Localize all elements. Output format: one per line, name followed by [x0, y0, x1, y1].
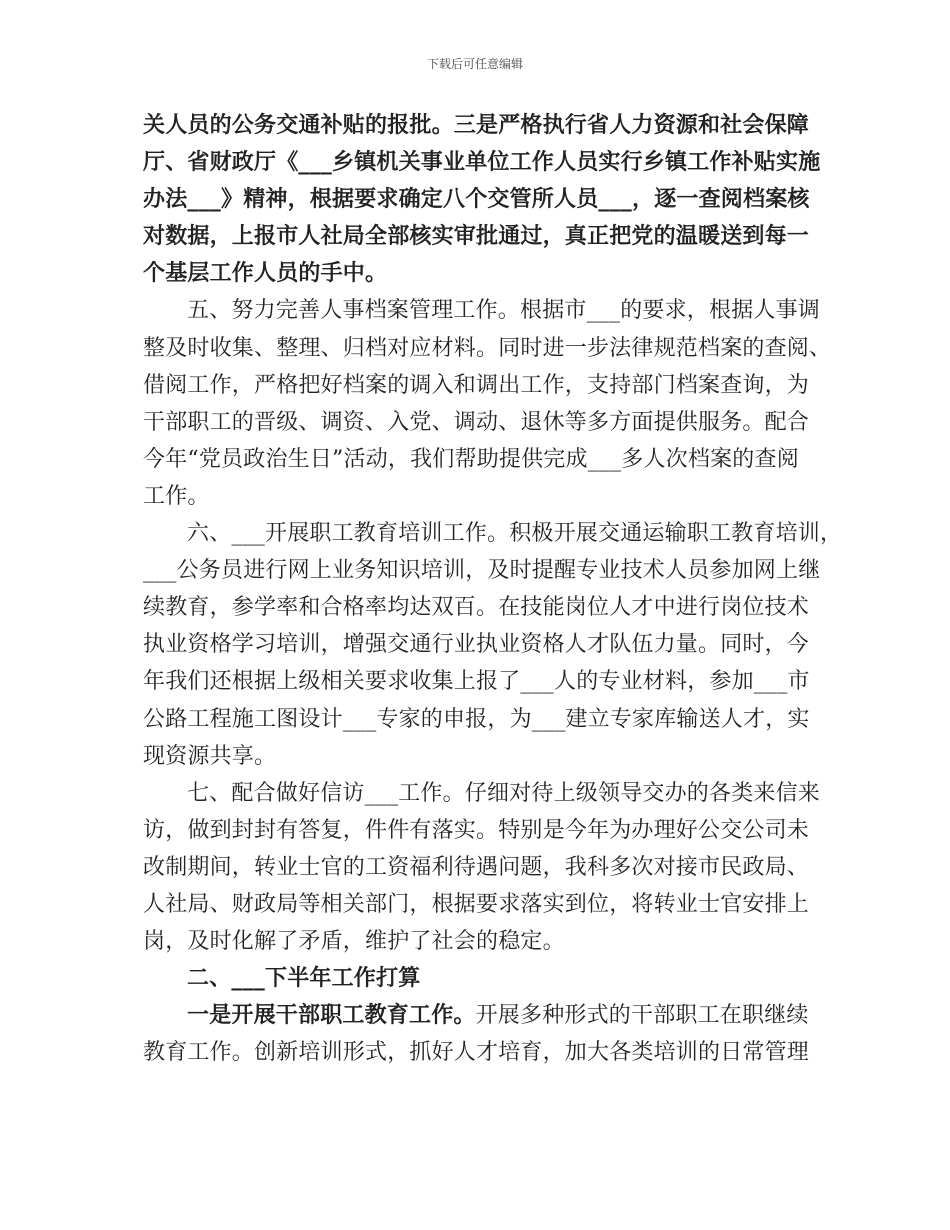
text-line: 访，做到封封有答复，件件有落实。特别是今年为办理好公交公司未	[143, 817, 810, 843]
text-line: 二、___下半年工作打算	[187, 966, 421, 992]
text-line: 个基层工作人员的手中。	[143, 261, 388, 287]
text-line: 执业资格学习培训，增强交通行业执业资格人才队伍力量。同时，今	[143, 632, 810, 658]
bold-lead-phrase: 一是开展干部职工教育工作。	[187, 1003, 476, 1029]
text-line: 对数据，上报市人社局全部核实审批通过，真正把党的温暖送到每一	[143, 224, 810, 250]
text-line: 续教育，参学率和合格率均达双百。在技能岗位人才中进行岗位技术	[143, 595, 810, 621]
text-line: ___公务员进行网上业务知识培训，及时提醒专业技术人员参加网上继	[143, 558, 821, 584]
text-line: 干部职工的晋级、调资、入党、调动、退休等多方面提供服务。配合	[143, 409, 810, 435]
header-note: 下载后可任意编辑	[426, 57, 523, 71]
text-line: 七、配合做好信访___工作。仔细对待上级领导交办的各类来信来	[187, 780, 821, 806]
text-line: 年我们还根据上级相关要求收集上报了___人的专业材料，参加___市	[143, 669, 810, 695]
text-line: 整及时收集、整理、归档对应材料。同时进一步法律规范档案的查阅、	[143, 335, 832, 361]
text-line: 改制期间，转业士官的工资福利待遇问题，我科多次对接市民政局、	[143, 854, 810, 880]
text-line: 办法___》精神，根据要求确定八个交管所人员___，逐一查阅档案核	[143, 187, 810, 213]
text-line: 关人员的公务交通补贴的报批。三是严格执行省人力资源和社会保障	[143, 113, 810, 138]
text-line: 厅、省财政厅《___乡镇机关事业单位工作人员实行乡镇工作补贴实施	[143, 150, 821, 176]
document-body	[143, 107, 843, 1071]
text-line: 五、努力完善人事档案管理工作。根据市___的要求，根据人事调	[187, 298, 821, 324]
text-line: 借阅工作，严格把好档案的调入和调出工作，支持部门档案查询，为	[143, 372, 810, 398]
text-line: 六、___开展职工教育培训工作。积极开展交通运输职工教育培训，	[187, 521, 843, 547]
text-line: 教育工作。创新培训形式，抓好人才培育，加大各类培训的日常管理	[143, 1040, 810, 1066]
text-line: 现资源共享。	[143, 743, 277, 769]
text-line: 工作。	[143, 483, 210, 509]
text-line: 今年“党员政治生日”活动，我们帮助提供完成___多人次档案的查阅	[143, 446, 799, 472]
text-line: 人社局、财政局等相关部门，根据要求落实到位，将转业士官安排上	[143, 891, 810, 917]
text-segment: 开展多种形式的干部职工在职继续	[475, 1003, 809, 1029]
text-line	[143, 997, 809, 1034]
text-line: 岗，及时化解了矛盾，维护了社会的稳定。	[143, 929, 565, 955]
text-line: 公路工程施工图设计___专家的申报，为___建立专家库输送人才，实	[143, 706, 810, 732]
